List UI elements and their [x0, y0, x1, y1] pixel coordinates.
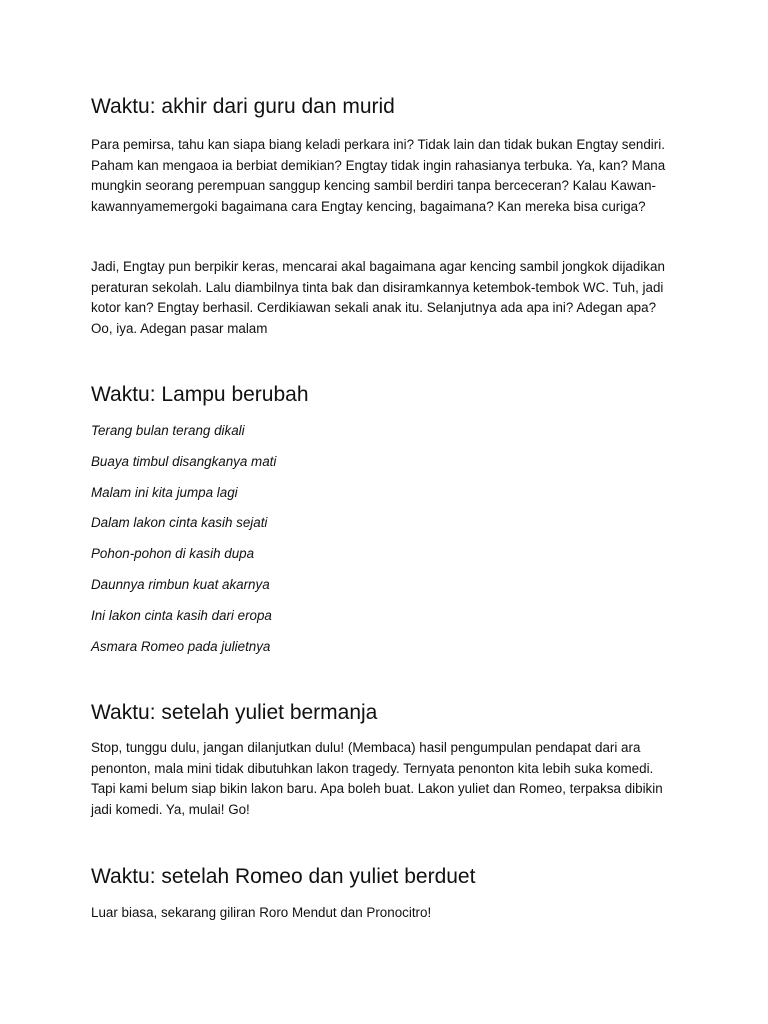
section-heading-4: Waktu: setelah Romeo dan yuliet berduet [91, 865, 476, 888]
section-heading-2: Waktu: Lampu berubah [91, 383, 309, 406]
paragraph-1: Para pemirsa, tahu kan siapa biang keladi perkara ini? Tidak lain dan tidak bukan Engtay sendiri. Paham kan mengaoa ia berbiat demikian? Engtay tidak ingin rahasianya terbuka. Ya, kan? Mana mungkin seorang perempuan sanggup kencing sambil berdiri tanpa berceceran? Kalau Kawan-kawannyamemergoki bagaimana cara Engtay kencing, bagaimana? Kan mereka bisa curiga? [91, 137, 666, 214]
poem-line: Asmara Romeo pada julietnya [91, 638, 271, 654]
paragraph-4: Luar biasa, sekarang giliran Roro Mendut dan Pronocitro! [91, 905, 432, 920]
poem-line: Dalam lakon cinta kasih sejati [91, 515, 268, 531]
poem-stanza [91, 421, 276, 667]
poem-line: Terang bulan terang dikali [91, 423, 245, 438]
poem-line: Malam ini kita jumpa lagi [91, 484, 238, 500]
section-heading-1: Waktu: akhir dari guru dan murid [91, 95, 395, 118]
poem-line: Ini lakon cinta kasih dari eropa [91, 607, 272, 623]
poem-line: Buaya timbul disangkanya mati [91, 453, 277, 469]
poem-line: Pohon-pohon di kasih dupa [91, 546, 255, 562]
section-heading-3: Waktu: setelah yuliet bermanja [91, 701, 378, 724]
poem-line: Daunnya rimbun kuat akarnya [91, 576, 270, 592]
paragraph-3: Stop, tunggu dulu, jangan dilanjutkan dulu! (Membaca) hasil pengumpulan pendapat dari ara penonton, mala mini tidak dibutuhkan lakon tragedy. Ternyata penonton kita lebih suka komedi. Tapi kami belum siap bikin lakon baru. Apa boleh buat. Lakon yuliet dan Romeo, terpaksa dibikin jadi komedi. Ya, mulai! Go! [91, 740, 663, 817]
paragraph-2: Jadi, Engtay pun berpikir keras, mencarai akal bagaimana agar kencing sambil jongkok dijadikan peraturan sekolah. Lalu diambilnya tinta bak dan disiramkannya ketembok-tembok WC. Tuh, jadi kotor kan? Engtay berhasil. Cerdikiawan sekali anak itu. Selanjutnya ada apa ini? Adegan apa? Oo, iya. Adegan pasar malam [91, 259, 665, 336]
